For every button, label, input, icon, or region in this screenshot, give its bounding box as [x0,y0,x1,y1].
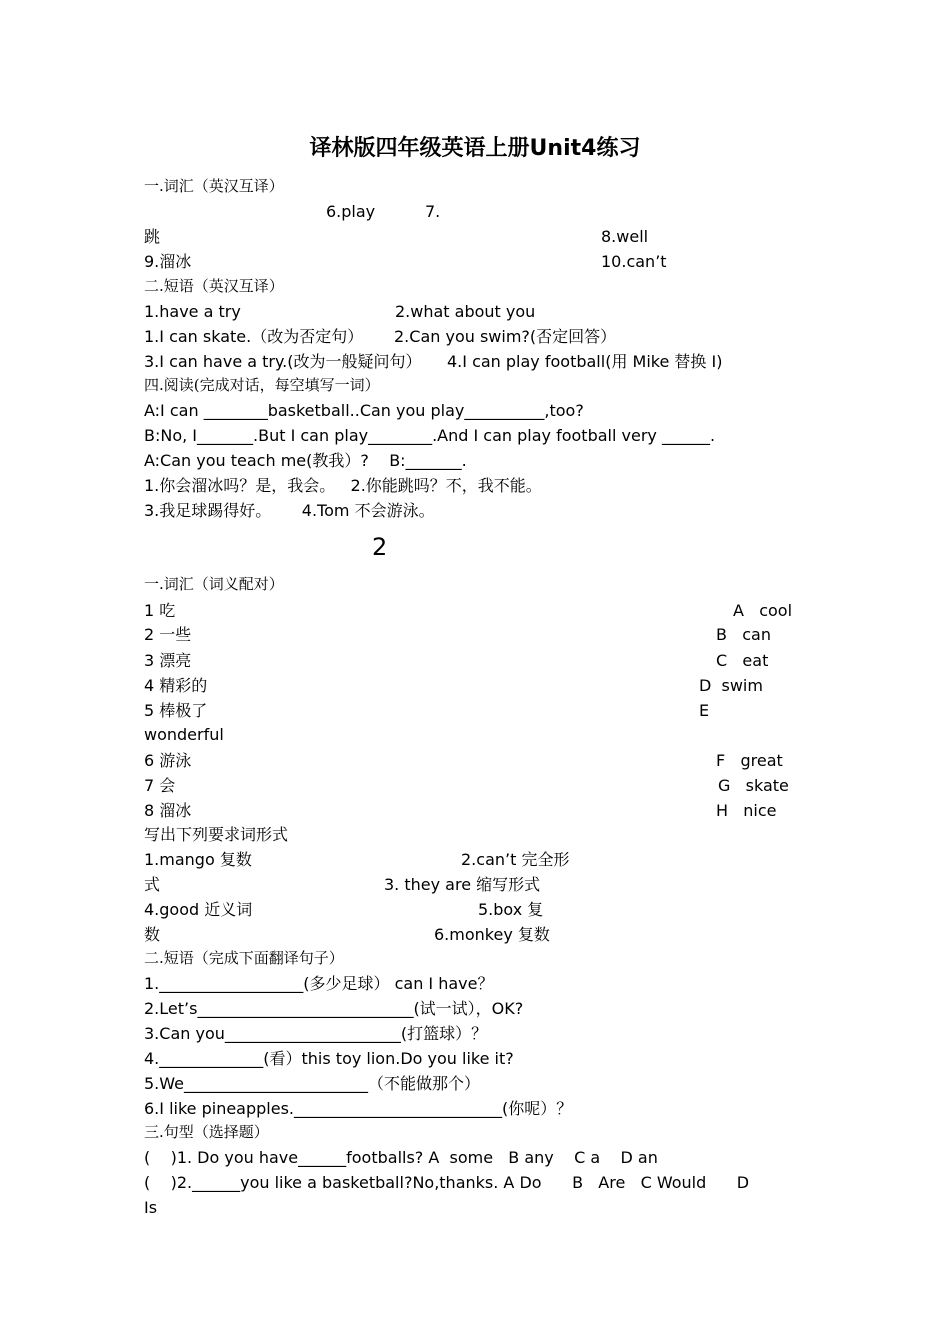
vocab-item-10: 10.can’t [601,252,667,271]
fill-item-4: 4._____________(看）this toy lion.Do you like it? [144,1049,514,1068]
forms-item-5-wrap: 数 [144,925,161,944]
reading-heading: 四.阅读(完成对话，每空填写一词） [144,376,380,394]
match-right-3: C eat [716,651,769,670]
fill-item-3: 3.Can you______________________(打篮球）？ [144,1024,488,1043]
translate-line-1: 1.你会溜冰吗？是，我会。 2.你能跳吗？不，我不能。 [144,476,542,495]
match-left-8: 8 溜冰 [144,801,192,820]
match-right-6: F great [716,751,783,770]
dialogue-line-1: A:I can ________basketball..Can you play__________,too? [144,401,584,420]
choice-item-1: ( )1. Do you have______footballs? A some B any C a D an [144,1148,658,1167]
vocab-item-9: 9.溜冰 [144,252,192,271]
vocab-item-7: 7. [425,202,441,221]
match-right-1: A cool [733,601,793,620]
translate-line-2: 3.我足球踢得好。 4.Tom 不会游泳。 [144,501,435,520]
vocab-item-6: 6.play [326,202,376,221]
match-left-7: 7 会 [144,776,176,795]
sentence-item-3: 3.I can have a try.(改为一般疑问句） [144,352,422,371]
match-right-8: H nice [716,801,777,820]
match-right-2: B can [716,625,771,644]
forms-item-4: 4.good 近义词 [144,900,253,919]
phrase-item-2: 2.what about you [395,302,536,321]
vocab-heading: 一.词汇（英汉互译） [144,177,284,195]
forms-item-2: 2.can’t 完全形 [461,850,570,869]
match-right-7: G skate [718,776,789,795]
sentence-item-1: 1.I can skate.（改为否定句） [144,327,364,346]
match-left-2: 2 一些 [144,625,192,644]
sentence-item-4: 4.I can play football(用 Mike 替换 I) [447,352,723,371]
choice-item-2-wrap: Is [144,1198,158,1217]
match-right-5-wrap: wonderful [144,725,224,744]
forms-item-1: 1.mango 复数 [144,850,252,869]
sentence-item-2: 2.Can you swim?(否定回答） [394,327,617,346]
match-left-3: 3 漂亮 [144,651,192,670]
match-right-4: D swim [699,676,763,695]
fill-item-2: 2.Let’s___________________________(试一试），OK? [144,999,524,1018]
dialogue-line-3: A:Can you teach me(教我）? B:_______. [144,451,467,470]
choice-heading: 三.句型（选择题） [144,1123,269,1141]
phrase-item-1: 1.have a try [144,302,241,321]
fill-item-5: 5.We_______________________（不能做那个） [144,1074,480,1093]
forms-item-6: 6.monkey 复数 [434,925,550,944]
fill-item-6: 6.I like pineapples.__________________________(你呢）？ [144,1099,573,1118]
forms-item-2-wrap: 式 [144,875,161,894]
match-heading: 一.词汇（词义配对） [144,575,284,593]
translate-heading: 二.短语（完成下面翻译句子） [144,949,344,967]
match-left-5: 5 棒极了 [144,701,208,720]
section-number: 2 [372,533,388,561]
forms-item-3: 3. they are 缩写形式 [384,875,541,894]
match-left-1: 1 吃 [144,601,176,620]
fill-item-1: 1.__________________(多少足球） can I have？ [144,974,494,993]
vocab-item-7-cn: 跳 [144,227,161,246]
match-left-4: 4 精彩的 [144,676,208,695]
dialogue-line-2: B:No, I_______.But I can play________.And I can play football very ______. [144,426,716,445]
vocab-item-8: 8.well [601,227,649,246]
match-right-5: E [699,701,710,720]
match-left-6: 6 游泳 [144,751,192,770]
document-title: 译林版四年级英语上册Unit4练习 [309,136,641,161]
forms-item-5: 5.box 复 [478,900,544,919]
choice-item-2: ( )2.______you like a basketball?No,thanks. A Do B Are C Would D [144,1173,750,1192]
phrase-heading: 二.短语（英汉互译） [144,277,284,295]
forms-heading: 写出下列要求词形式 [144,825,289,844]
